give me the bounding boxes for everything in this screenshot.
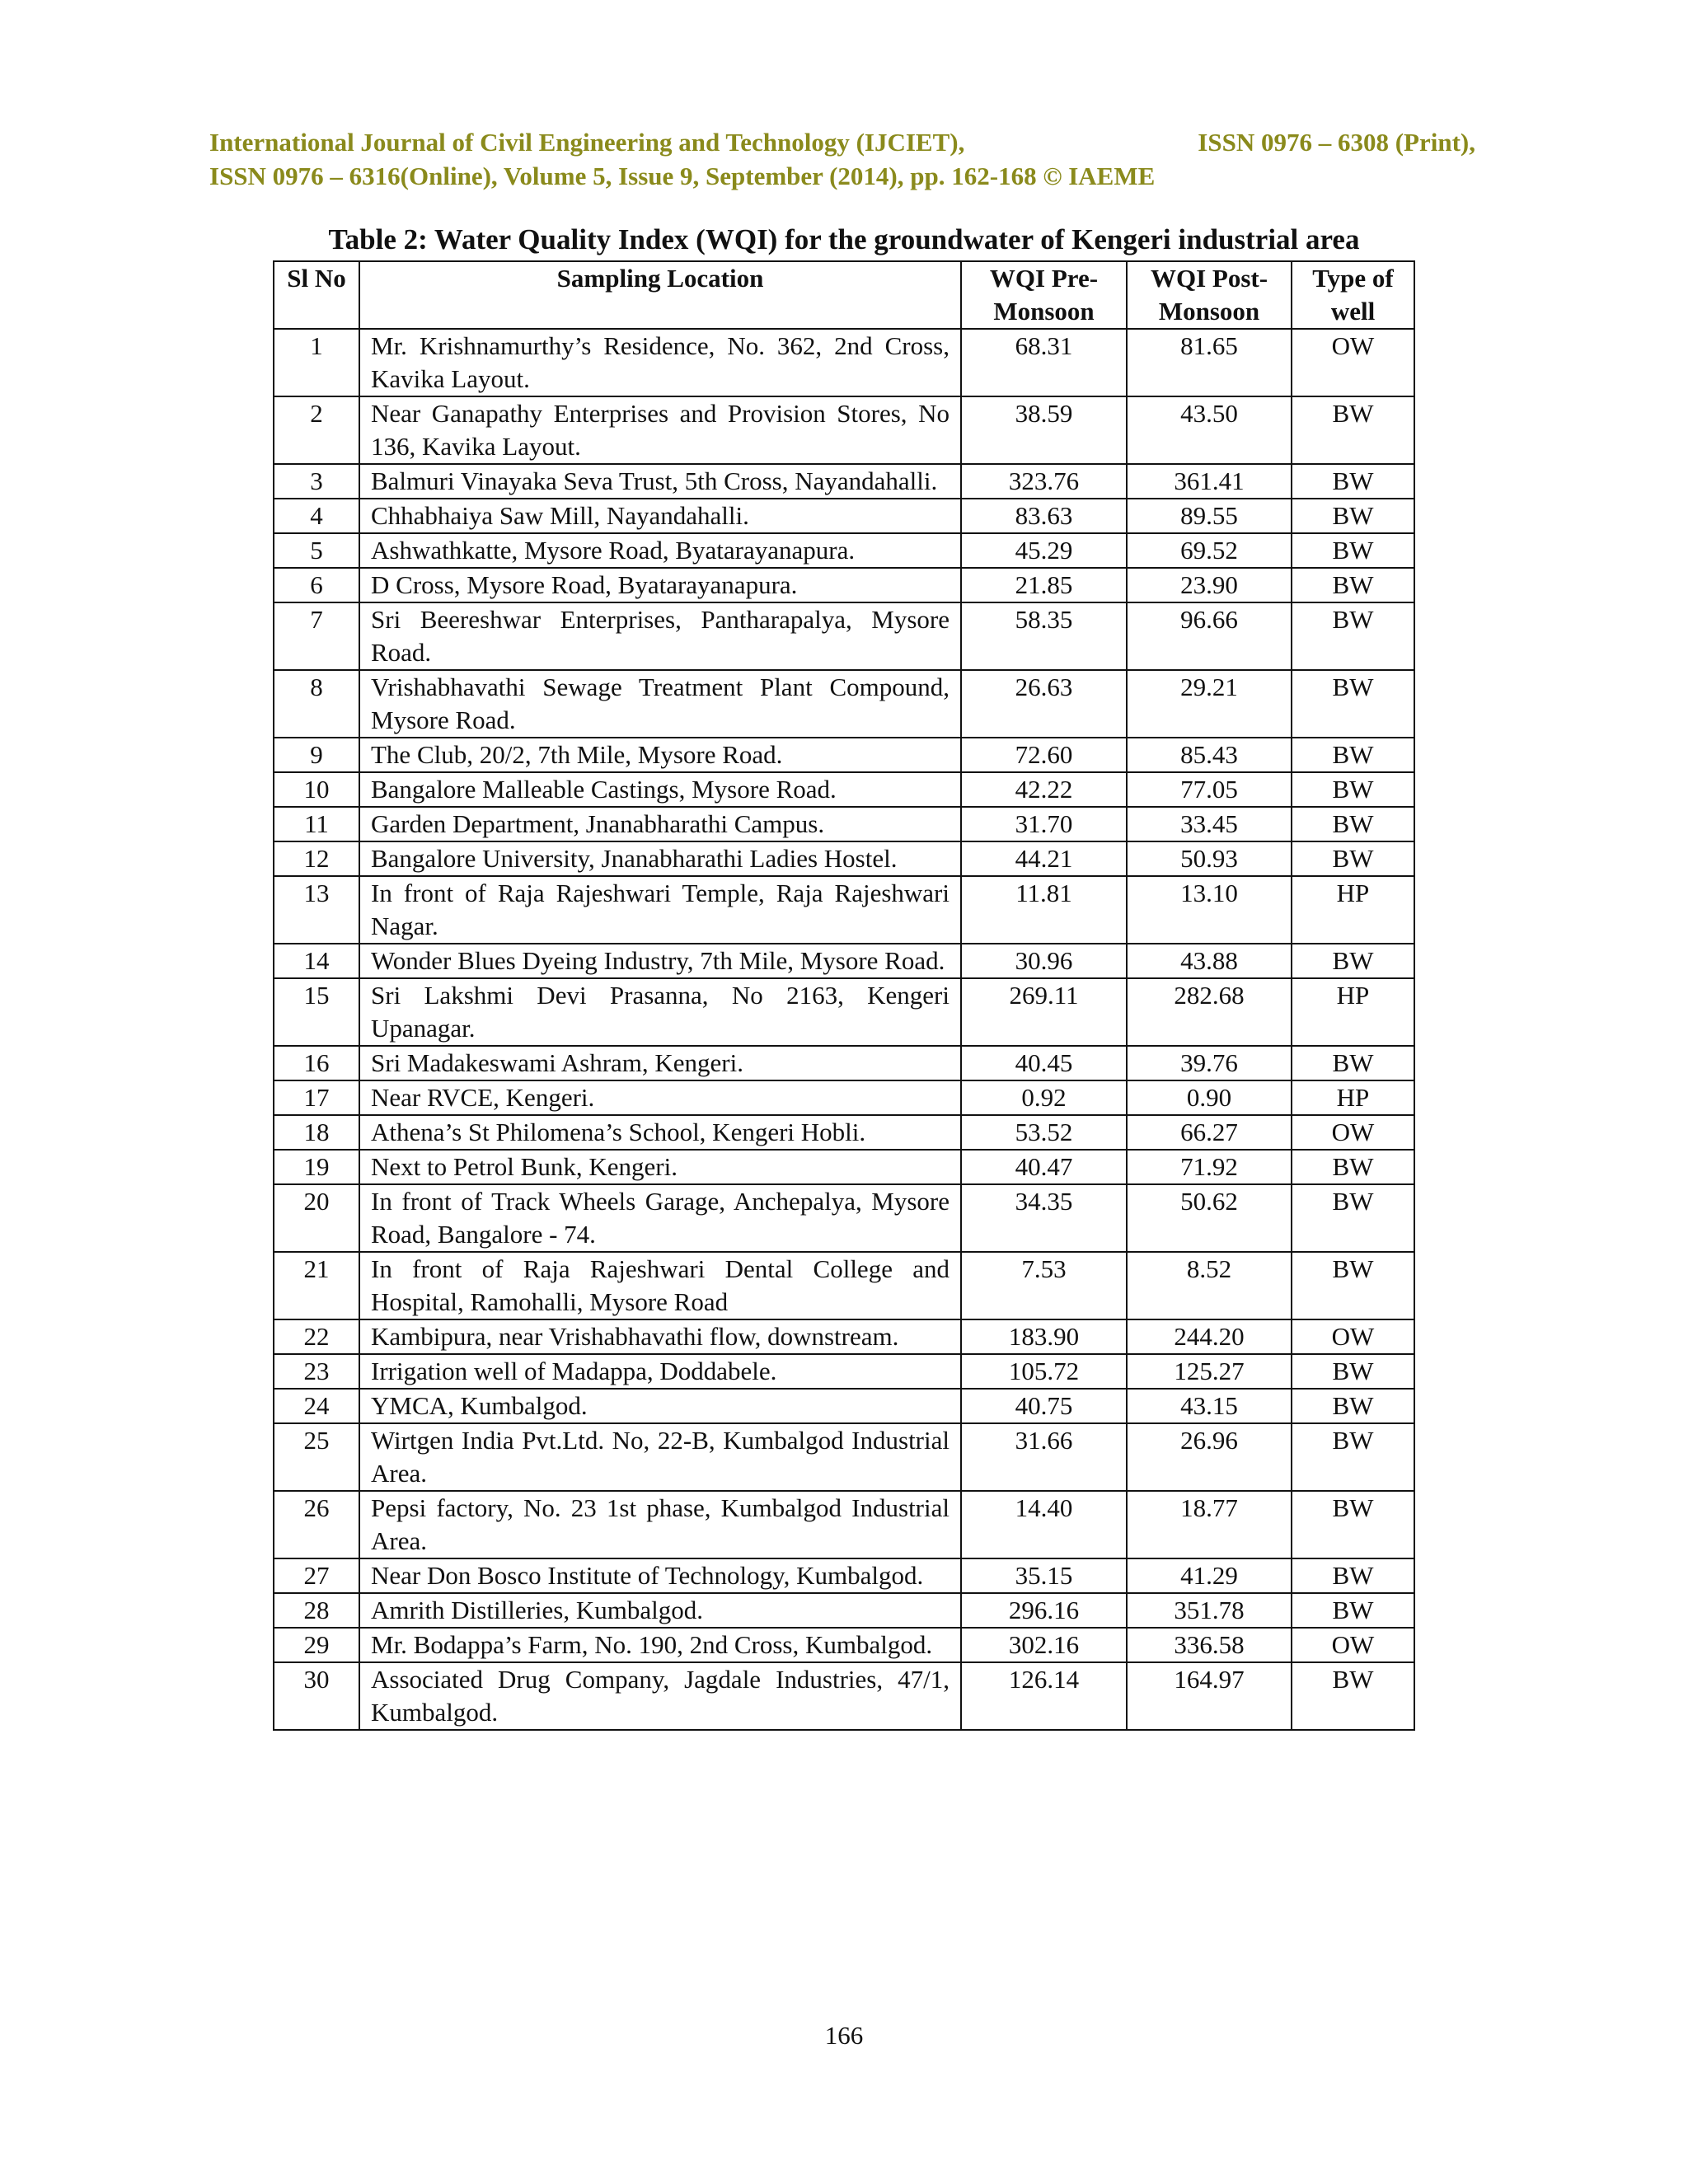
wqi-post-cell: 81.65	[1127, 329, 1292, 396]
table-header-row	[274, 261, 1414, 329]
wqi-post-cell: 282.68	[1127, 978, 1292, 1046]
sl-no-cell: 3	[274, 464, 359, 499]
sl-no-cell: 5	[274, 533, 359, 568]
wqi-pre-cell: 34.35	[961, 1184, 1127, 1252]
wqi-post-cell: 66.27	[1127, 1115, 1292, 1150]
wqi-post-cell: 23.90	[1127, 568, 1292, 602]
table-row	[274, 1491, 1414, 1558]
table-row	[274, 738, 1414, 772]
wqi-pre-cell: 296.16	[961, 1593, 1127, 1628]
wqi-post-cell: 50.93	[1127, 841, 1292, 876]
table-row	[274, 396, 1414, 464]
table-body	[274, 329, 1414, 1730]
well-type-cell: BW	[1292, 499, 1414, 533]
well-type-cell: BW	[1292, 841, 1414, 876]
wqi-pre-cell: 40.47	[961, 1150, 1127, 1184]
well-type-cell: BW	[1292, 568, 1414, 602]
table-row	[274, 1252, 1414, 1319]
location-cell: Sri Madakeswami Ashram, Kengeri.	[359, 1046, 961, 1080]
location-cell: Near Ganapathy Enterprises and Provision Stores, No 136, Kavika Layout.	[359, 396, 961, 464]
table-row	[274, 1080, 1414, 1115]
location-cell: The Club, 20/2, 7th Mile, Mysore Road.	[359, 738, 961, 772]
well-type-cell: BW	[1292, 738, 1414, 772]
wqi-post-cell: 351.78	[1127, 1593, 1292, 1628]
well-type-cell: BW	[1292, 1252, 1414, 1319]
wqi-pre-cell: 38.59	[961, 396, 1127, 464]
table-row	[274, 1593, 1414, 1628]
wqi-post-cell: 164.97	[1127, 1662, 1292, 1730]
wqi-pre-cell: 30.96	[961, 944, 1127, 978]
location-cell: Sri Lakshmi Devi Prasanna, No 2163, Kengeri Upanagar.	[359, 978, 961, 1046]
well-type-cell: BW	[1292, 1662, 1414, 1730]
location-cell: Ashwathkatte, Mysore Road, Byatarayanapura.	[359, 533, 961, 568]
wqi-pre-cell: 11.81	[961, 876, 1127, 944]
well-type-cell: BW	[1292, 772, 1414, 807]
well-type-cell: HP	[1292, 876, 1414, 944]
sl-no-cell: 22	[274, 1319, 359, 1354]
header-sl-no: Sl No	[274, 261, 359, 329]
location-cell: Mr. Krishnamurthy’s Residence, No. 362, 2nd Cross, Kavika Layout.	[359, 329, 961, 396]
wqi-pre-cell: 7.53	[961, 1252, 1127, 1319]
table-row	[274, 499, 1414, 533]
sl-no-cell: 27	[274, 1558, 359, 1593]
table-row	[274, 1558, 1414, 1593]
sl-no-cell: 21	[274, 1252, 359, 1319]
wqi-post-cell: 43.15	[1127, 1389, 1292, 1423]
page-number: 166	[824, 2021, 864, 2050]
table-row	[274, 772, 1414, 807]
table-row	[274, 1389, 1414, 1423]
wqi-post-cell: 89.55	[1127, 499, 1292, 533]
wqi-pre-cell: 26.63	[961, 670, 1127, 738]
issn-print: ISSN 0976 – 6308 (Print),	[1198, 128, 1475, 157]
wqi-post-cell: 50.62	[1127, 1184, 1292, 1252]
well-type-cell: HP	[1292, 1080, 1414, 1115]
location-cell: Bangalore Malleable Castings, Mysore Road.	[359, 772, 961, 807]
table-row	[274, 1046, 1414, 1080]
location-cell: D Cross, Mysore Road, Byatarayanapura.	[359, 568, 961, 602]
journal-header-line1	[209, 125, 1475, 159]
sl-no-cell: 26	[274, 1491, 359, 1558]
header-type-of-well: Type of well	[1292, 261, 1414, 329]
sl-no-cell: 24	[274, 1389, 359, 1423]
location-cell: In front of Track Wheels Garage, Anchepalya, Mysore Road, Bangalore - 74.	[359, 1184, 961, 1252]
wqi-pre-cell: 183.90	[961, 1319, 1127, 1354]
table-row	[274, 807, 1414, 841]
wqi-post-cell: 85.43	[1127, 738, 1292, 772]
well-type-cell: BW	[1292, 670, 1414, 738]
wqi-post-cell: 29.21	[1127, 670, 1292, 738]
wqi-pre-cell: 105.72	[961, 1354, 1127, 1389]
table-row	[274, 1354, 1414, 1389]
table-row	[274, 978, 1414, 1046]
wqi-pre-cell: 126.14	[961, 1662, 1127, 1730]
table-row	[274, 876, 1414, 944]
header-wqi-pre-monsoon: WQI Pre-Monsoon	[961, 261, 1127, 329]
sl-no-cell: 19	[274, 1150, 359, 1184]
sl-no-cell: 15	[274, 978, 359, 1046]
wqi-post-cell: 18.77	[1127, 1491, 1292, 1558]
wqi-post-cell: 0.90	[1127, 1080, 1292, 1115]
wqi-post-cell: 125.27	[1127, 1354, 1292, 1389]
sl-no-cell: 8	[274, 670, 359, 738]
location-cell: Amrith Distilleries, Kumbalgod.	[359, 1593, 961, 1628]
wqi-pre-cell: 302.16	[961, 1628, 1127, 1662]
location-cell: Garden Department, Jnanabharathi Campus.	[359, 807, 961, 841]
sl-no-cell: 30	[274, 1662, 359, 1730]
table-row	[274, 602, 1414, 670]
wqi-post-cell: 71.92	[1127, 1150, 1292, 1184]
wqi-pre-cell: 14.40	[961, 1491, 1127, 1558]
location-cell: Next to Petrol Bunk, Kengeri.	[359, 1150, 961, 1184]
wqi-pre-cell: 44.21	[961, 841, 1127, 876]
well-type-cell: BW	[1292, 1184, 1414, 1252]
journal-title: International Journal of Civil Engineering and Technology (IJCIET),	[209, 128, 965, 157]
wqi-post-cell: 336.58	[1127, 1628, 1292, 1662]
journal-header-line2: ISSN 0976 – 6316(Online), Volume 5, Issue 9, September (2014), pp. 162-168 © IAEME	[209, 162, 1156, 190]
well-type-cell: OW	[1292, 1319, 1414, 1354]
wqi-post-cell: 361.41	[1127, 464, 1292, 499]
well-type-cell: BW	[1292, 1389, 1414, 1423]
location-cell: Wirtgen India Pvt.Ltd. No, 22-B, Kumbalgod Industrial Area.	[359, 1423, 961, 1491]
location-cell: Irrigation well of Madappa, Doddabele.	[359, 1354, 961, 1389]
table-row	[274, 1115, 1414, 1150]
table-row	[274, 944, 1414, 978]
sl-no-cell: 1	[274, 329, 359, 396]
well-type-cell: BW	[1292, 396, 1414, 464]
well-type-cell: BW	[1292, 944, 1414, 978]
sl-no-cell: 20	[274, 1184, 359, 1252]
table-row	[274, 464, 1414, 499]
location-cell: YMCA, Kumbalgod.	[359, 1389, 961, 1423]
wqi-pre-cell: 58.35	[961, 602, 1127, 670]
well-type-cell: BW	[1292, 1593, 1414, 1628]
table-row	[274, 1423, 1414, 1491]
location-cell: Vrishabhavathi Sewage Treatment Plant Compound, Mysore Road.	[359, 670, 961, 738]
well-type-cell: BW	[1292, 1558, 1414, 1593]
well-type-cell: BW	[1292, 1046, 1414, 1080]
table-row	[274, 1662, 1414, 1730]
wqi-pre-cell: 0.92	[961, 1080, 1127, 1115]
well-type-cell: OW	[1292, 1628, 1414, 1662]
location-cell: Sri Beereshwar Enterprises, Pantharapalya, Mysore Road.	[359, 602, 961, 670]
wqi-post-cell: 43.50	[1127, 396, 1292, 464]
wqi-post-cell: 69.52	[1127, 533, 1292, 568]
wqi-post-cell: 26.96	[1127, 1423, 1292, 1491]
wqi-post-cell: 13.10	[1127, 876, 1292, 944]
table-row	[274, 533, 1414, 568]
wqi-pre-cell: 323.76	[961, 464, 1127, 499]
wqi-post-cell: 8.52	[1127, 1252, 1292, 1319]
well-type-cell: BW	[1292, 1423, 1414, 1491]
sl-no-cell: 18	[274, 1115, 359, 1150]
wqi-post-cell: 244.20	[1127, 1319, 1292, 1354]
sl-no-cell: 2	[274, 396, 359, 464]
sl-no-cell: 25	[274, 1423, 359, 1491]
wqi-post-cell: 41.29	[1127, 1558, 1292, 1593]
wqi-pre-cell: 53.52	[961, 1115, 1127, 1150]
wqi-pre-cell: 68.31	[961, 329, 1127, 396]
well-type-cell: BW	[1292, 1491, 1414, 1558]
wqi-pre-cell: 31.66	[961, 1423, 1127, 1491]
location-cell: In front of Raja Rajeshwari Temple, Raja Rajeshwari Nagar.	[359, 876, 961, 944]
well-type-cell: OW	[1292, 329, 1414, 396]
location-cell: Near Don Bosco Institute of Technology, Kumbalgod.	[359, 1558, 961, 1593]
header-wqi-post-monsoon: WQI Post-Monsoon	[1127, 261, 1292, 329]
location-cell: Near RVCE, Kengeri.	[359, 1080, 961, 1115]
well-type-cell: BW	[1292, 807, 1414, 841]
table-row	[274, 1628, 1414, 1662]
wqi-pre-cell: 83.63	[961, 499, 1127, 533]
wqi-pre-cell: 72.60	[961, 738, 1127, 772]
sl-no-cell: 9	[274, 738, 359, 772]
table-row	[274, 670, 1414, 738]
wqi-post-cell: 39.76	[1127, 1046, 1292, 1080]
location-cell: In front of Raja Rajeshwari Dental College and Hospital, Ramohalli, Mysore Road	[359, 1252, 961, 1319]
location-cell: Bangalore University, Jnanabharathi Ladies Hostel.	[359, 841, 961, 876]
wqi-pre-cell: 45.29	[961, 533, 1127, 568]
header-sampling-location: Sampling Location	[359, 261, 961, 329]
location-cell: Balmuri Vinayaka Seva Trust, 5th Cross, Nayandahalli.	[359, 464, 961, 499]
well-type-cell: HP	[1292, 978, 1414, 1046]
sl-no-cell: 23	[274, 1354, 359, 1389]
wqi-pre-cell: 35.15	[961, 1558, 1127, 1593]
wqi-pre-cell: 31.70	[961, 807, 1127, 841]
wqi-post-cell: 43.88	[1127, 944, 1292, 978]
sl-no-cell: 14	[274, 944, 359, 978]
location-cell: Athena’s St Philomena’s School, Kengeri Hobli.	[359, 1115, 961, 1150]
wqi-post-cell: 96.66	[1127, 602, 1292, 670]
journal-header	[209, 125, 1475, 193]
well-type-cell: BW	[1292, 1354, 1414, 1389]
wqi-pre-cell: 269.11	[961, 978, 1127, 1046]
wqi-post-cell: 33.45	[1127, 807, 1292, 841]
location-cell: Wonder Blues Dyeing Industry, 7th Mile, Mysore Road.	[359, 944, 961, 978]
sl-no-cell: 13	[274, 876, 359, 944]
table-caption: Table 2: Water Quality Index (WQI) for the groundwater of Kengeri industrial area	[328, 223, 1360, 255]
location-cell: Chhabhaiya Saw Mill, Nayandahalli.	[359, 499, 961, 533]
wqi-pre-cell: 40.75	[961, 1389, 1127, 1423]
sl-no-cell: 28	[274, 1593, 359, 1628]
wqi-table	[273, 260, 1415, 1731]
location-cell: Mr. Bodappa’s Farm, No. 190, 2nd Cross, Kumbalgod.	[359, 1628, 961, 1662]
sl-no-cell: 10	[274, 772, 359, 807]
location-cell: Associated Drug Company, Jagdale Industries, 47/1, Kumbalgod.	[359, 1662, 961, 1730]
table-row	[274, 1319, 1414, 1354]
well-type-cell: BW	[1292, 602, 1414, 670]
table-row	[274, 1184, 1414, 1252]
sl-no-cell: 17	[274, 1080, 359, 1115]
sl-no-cell: 12	[274, 841, 359, 876]
table-row	[274, 329, 1414, 396]
well-type-cell: BW	[1292, 533, 1414, 568]
location-cell: Pepsi factory, No. 23 1st phase, Kumbalgod Industrial Area.	[359, 1491, 961, 1558]
well-type-cell: BW	[1292, 464, 1414, 499]
sl-no-cell: 11	[274, 807, 359, 841]
sl-no-cell: 4	[274, 499, 359, 533]
well-type-cell: BW	[1292, 1150, 1414, 1184]
wqi-pre-cell: 21.85	[961, 568, 1127, 602]
table-row	[274, 1150, 1414, 1184]
well-type-cell: OW	[1292, 1115, 1414, 1150]
location-cell: Kambipura, near Vrishabhavathi flow, downstream.	[359, 1319, 961, 1354]
sl-no-cell: 16	[274, 1046, 359, 1080]
wqi-post-cell: 77.05	[1127, 772, 1292, 807]
wqi-pre-cell: 40.45	[961, 1046, 1127, 1080]
table-row	[274, 841, 1414, 876]
wqi-pre-cell: 42.22	[961, 772, 1127, 807]
sl-no-cell: 7	[274, 602, 359, 670]
sl-no-cell: 29	[274, 1628, 359, 1662]
table-row	[274, 568, 1414, 602]
sl-no-cell: 6	[274, 568, 359, 602]
